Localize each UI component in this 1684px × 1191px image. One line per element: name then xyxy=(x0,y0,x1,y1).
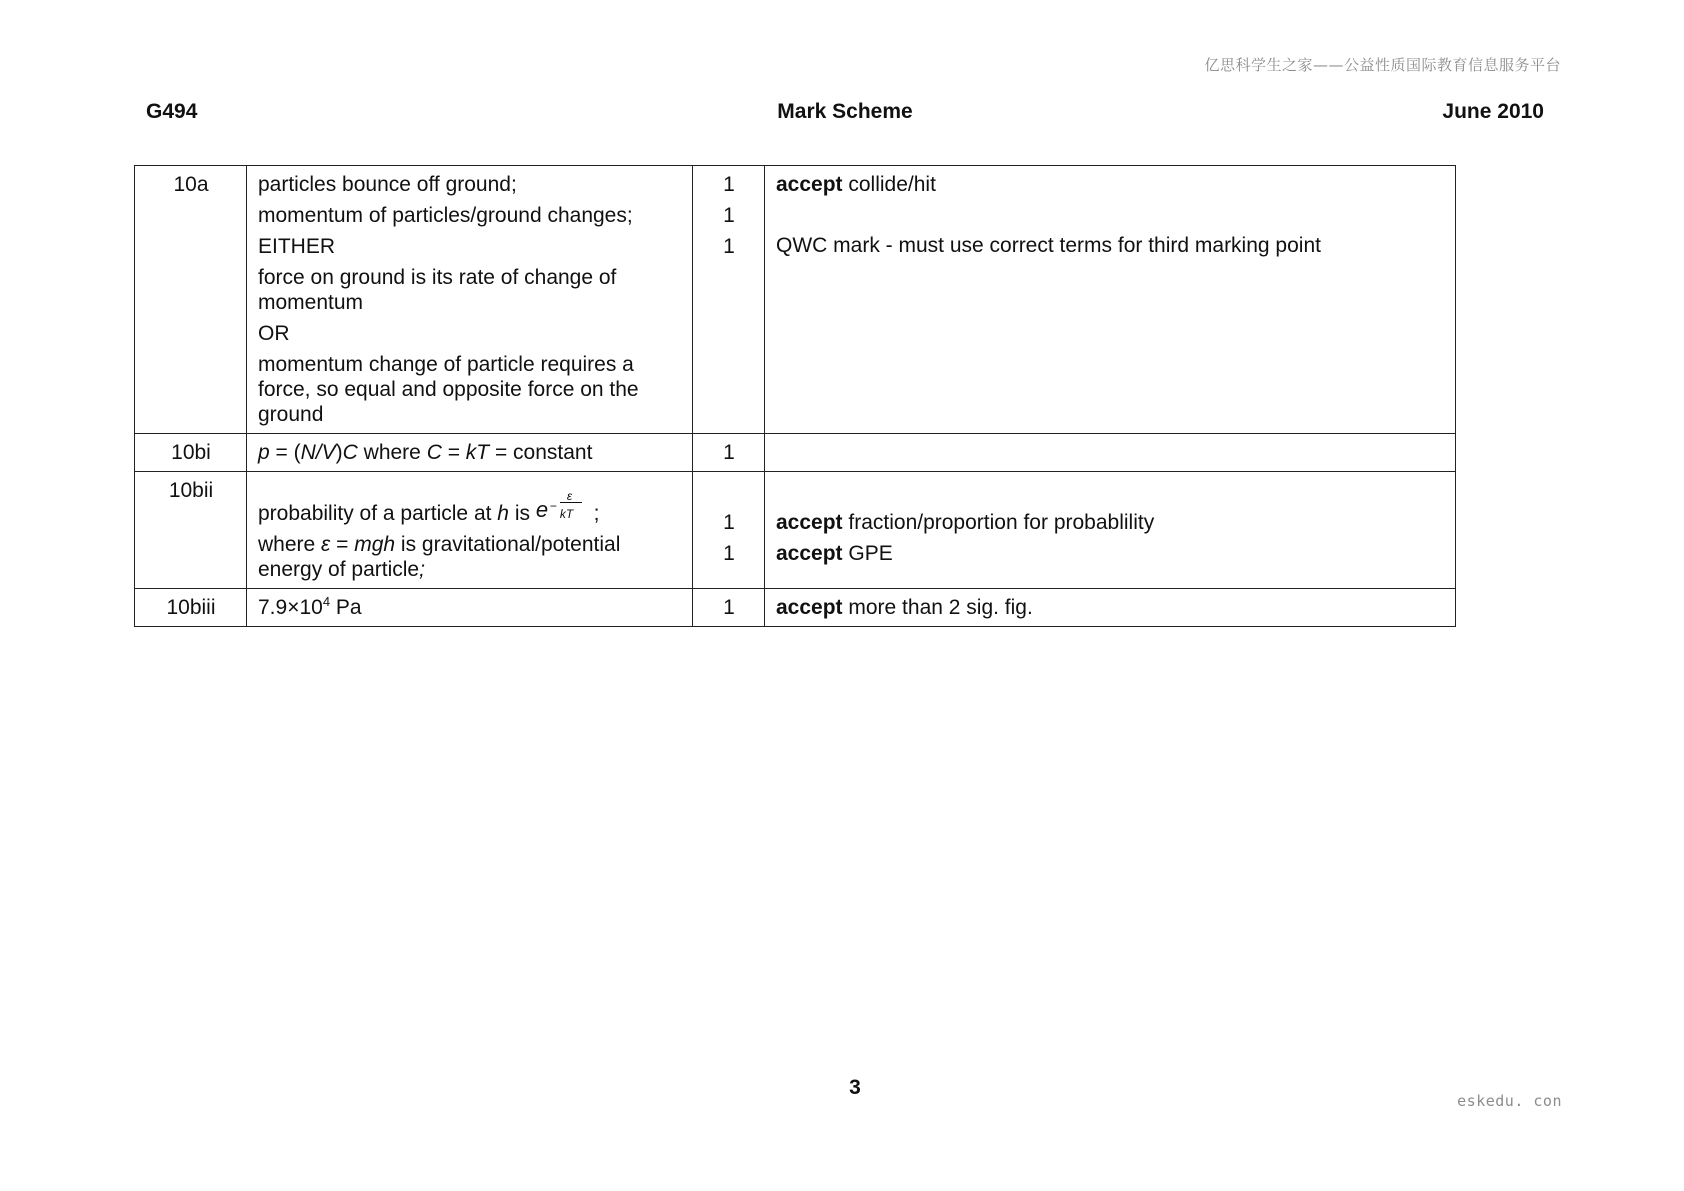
guidance-keyword: accept xyxy=(776,542,843,565)
symbol-kt: kT xyxy=(465,441,490,464)
symbol-minus: − xyxy=(549,499,557,513)
guidance-keyword: accept xyxy=(776,173,843,196)
guidance-cell xyxy=(765,434,1456,472)
answer-cell xyxy=(247,472,693,589)
guidance-text: collide/hit xyxy=(842,173,936,196)
symbol-p: p xyxy=(258,441,270,464)
marks-cell xyxy=(693,166,765,434)
symbol-mgh: mgh xyxy=(354,533,396,556)
guidance-line xyxy=(776,172,1445,197)
answer-line xyxy=(258,478,682,526)
answer-line xyxy=(258,532,682,582)
question-number: 10bii xyxy=(135,472,247,589)
table-row xyxy=(135,434,1456,472)
exam-session: June 2010 xyxy=(1442,100,1544,123)
text: = xyxy=(330,533,355,556)
symbol-epsilon: ε xyxy=(566,489,573,503)
answer-line: OR xyxy=(258,322,290,345)
answer-cell xyxy=(247,589,693,627)
guidance-keyword: accept xyxy=(776,596,843,619)
guidance-keyword: accept xyxy=(776,511,843,534)
text: is gravitational/potential energy of particle xyxy=(258,533,621,581)
guidance-spacer xyxy=(776,203,1445,227)
text: probability of a particle at xyxy=(258,502,498,525)
boltzmann-exponential xyxy=(536,488,588,522)
mark: 1 xyxy=(723,235,735,258)
text: where xyxy=(357,441,427,464)
guidance-cell xyxy=(765,166,1456,434)
symbol-e: e xyxy=(535,497,549,522)
text: = xyxy=(441,441,466,464)
mark: 1 xyxy=(723,204,735,227)
guidance-line xyxy=(776,541,1445,566)
marks-cell: 1 xyxy=(693,434,765,472)
guidance-text: GPE xyxy=(842,542,893,565)
answer-cell xyxy=(247,434,693,472)
answer-line: force on ground is its rate of change of momentum xyxy=(258,266,617,314)
text: ; xyxy=(587,502,600,525)
unit: Pa xyxy=(330,596,362,619)
symbol-nv: N/V xyxy=(300,441,336,464)
text: ; xyxy=(419,558,425,581)
text: = constant xyxy=(489,441,593,464)
table-row xyxy=(135,166,1456,434)
table-row xyxy=(135,472,1456,589)
document-title: Mark Scheme xyxy=(777,100,913,123)
exponent: 4 xyxy=(322,594,331,609)
marks-cell xyxy=(693,472,765,589)
guidance-line xyxy=(776,478,1445,535)
question-number: 10biii xyxy=(135,589,247,627)
watermark-bottom: eskedu. con xyxy=(1457,1092,1562,1110)
page-number: 3 xyxy=(849,1076,861,1099)
answer-line: particles bounce off ground; xyxy=(258,173,517,196)
answer-line: momentum of particles/ground changes; xyxy=(258,204,633,227)
question-number: 10a xyxy=(135,166,247,434)
mark: 1 xyxy=(723,511,735,534)
text: ) xyxy=(335,441,343,464)
symbol-c: C xyxy=(426,441,442,464)
question-number: 10bi xyxy=(135,434,247,472)
marks-cell: 1 xyxy=(693,589,765,627)
guidance-cell xyxy=(765,589,1456,627)
symbol-c: C xyxy=(342,441,358,464)
guidance-text: more than 2 sig. fig. xyxy=(842,596,1033,619)
symbol-epsilon: ε xyxy=(321,533,331,556)
guidance-cell xyxy=(765,472,1456,589)
watermark-top: 亿思科学生之家——公益性质国际教育信息服务平台 xyxy=(1204,56,1561,74)
answer-cell xyxy=(247,166,693,434)
page-header xyxy=(146,100,1544,130)
text: = ( xyxy=(269,441,301,464)
guidance-line: QWC mark - must use correct terms for third marking point xyxy=(776,234,1321,257)
paper-code: G494 xyxy=(146,100,198,123)
table-row xyxy=(135,589,1456,627)
mark: 1 xyxy=(723,173,735,196)
answer-line: momentum change of particle requires a force, so equal and opposite force on the ground xyxy=(258,353,639,426)
answer-value: 7.9×10 xyxy=(258,596,323,619)
mark-scheme-table xyxy=(134,165,1456,627)
text: where xyxy=(258,533,322,556)
symbol-kt: kT xyxy=(559,507,574,521)
mark: 1 xyxy=(723,542,735,565)
answer-line: EITHER xyxy=(258,235,336,258)
symbol-h: h xyxy=(497,502,509,525)
text: is xyxy=(508,502,536,525)
guidance-text: fraction/proportion for probablility xyxy=(842,511,1155,534)
